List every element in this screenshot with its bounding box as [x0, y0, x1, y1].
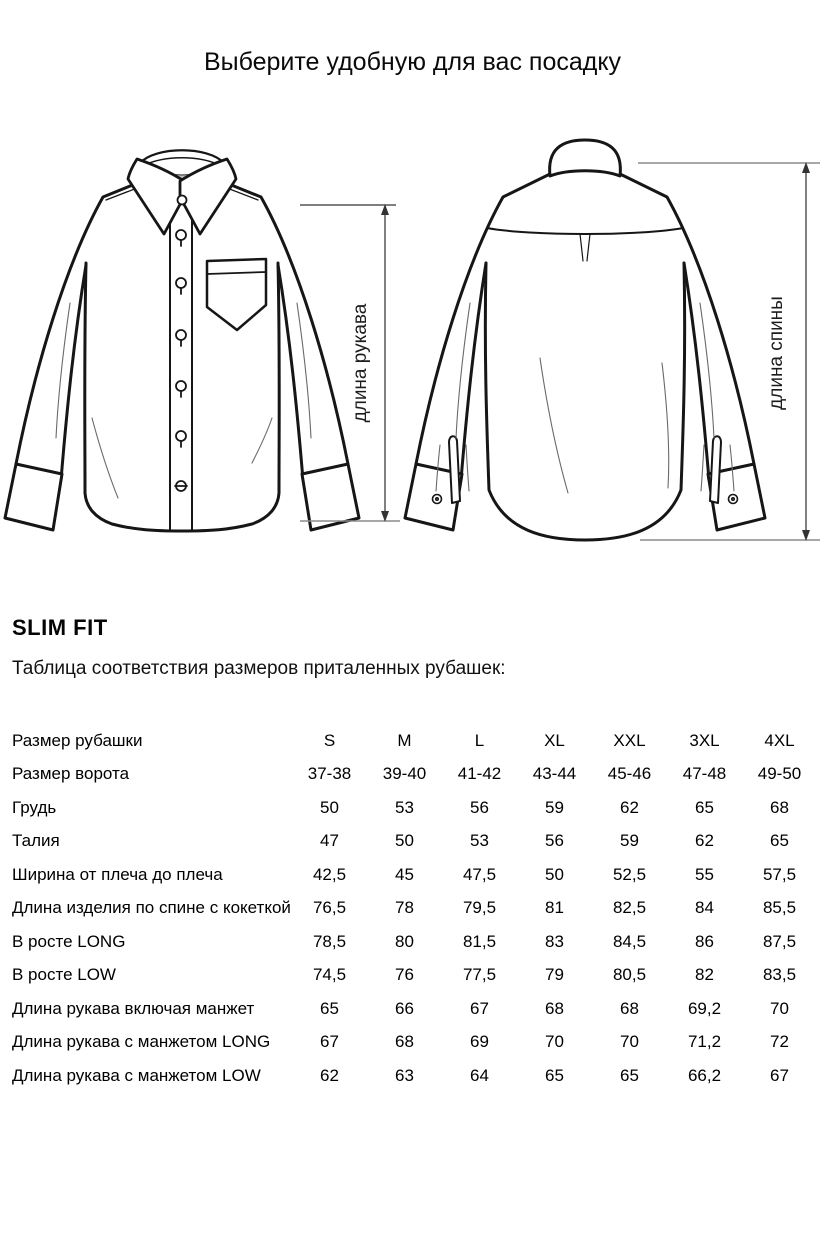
table-row: [12, 1026, 817, 1060]
size-value: 69,2: [687, 998, 722, 1018]
size-value: 78: [395, 898, 414, 918]
size-value: 62: [620, 797, 639, 817]
back-length-label: длина спины: [766, 296, 787, 410]
shirt-size-diagram: [0, 133, 825, 563]
table-row: [12, 892, 817, 926]
size-value: 47: [320, 831, 339, 851]
size-value: M: [397, 730, 412, 750]
table-row: [12, 925, 817, 959]
size-value: 79: [545, 965, 564, 985]
fit-heading: SLIM FIT: [12, 615, 108, 640]
size-value: 50: [320, 797, 339, 817]
size-value: 64: [470, 1065, 489, 1085]
back-yoke-seam: [487, 228, 683, 234]
size-value: 62: [320, 1065, 339, 1085]
size-value: 83: [545, 931, 564, 951]
size-table: [12, 724, 817, 1093]
size-value: 50: [545, 864, 564, 884]
size-value: 83,5: [762, 965, 797, 985]
size-value: 67: [320, 1032, 339, 1052]
size-value: 74,5: [312, 965, 347, 985]
front-right-sleeve: [214, 178, 348, 464]
sleeve-length-label: длина рукава: [350, 303, 371, 423]
page-title: Выберите удобную для вас посадку: [203, 48, 622, 76]
size-value: 52,5: [612, 864, 647, 884]
size-value: 70: [770, 998, 789, 1018]
size-value: 63: [395, 1065, 414, 1085]
size-value: 70: [620, 1032, 639, 1052]
size-value: 71,2: [687, 1032, 722, 1052]
size-value: 66: [395, 998, 414, 1018]
table-row: [12, 858, 817, 892]
table-row: [12, 724, 817, 758]
size-value: 57,5: [762, 864, 797, 884]
size-value: 82: [695, 965, 714, 985]
size-value: 4XL: [764, 730, 795, 750]
size-value: 65: [620, 1065, 639, 1085]
size-value: 69: [470, 1032, 489, 1052]
size-value: L: [474, 730, 485, 750]
size-value: 67: [470, 998, 489, 1018]
row-label: Размер рубашки: [12, 730, 143, 750]
table-row: [12, 825, 817, 859]
size-value: 59: [620, 831, 639, 851]
size-value: 68: [545, 998, 564, 1018]
size-value: 56: [470, 797, 489, 817]
table-row: [12, 1059, 817, 1093]
size-value: 41-42: [457, 764, 502, 784]
size-value: 80: [395, 931, 414, 951]
size-value: 47-48: [682, 764, 727, 784]
front-buttons: [175, 230, 187, 491]
size-value: 53: [395, 797, 414, 817]
back-shirt-illustration: [405, 140, 765, 540]
size-value: 67: [770, 1065, 789, 1085]
size-value: 50: [395, 831, 414, 851]
table-row: [12, 959, 817, 993]
size-value: 68: [395, 1032, 414, 1052]
size-value: 85,5: [762, 898, 797, 918]
size-value: XL: [544, 730, 565, 750]
size-value: 66,2: [687, 1065, 722, 1085]
size-value: 65: [695, 797, 714, 817]
size-value: 70: [545, 1032, 564, 1052]
size-value: 87,5: [762, 931, 797, 951]
row-label: В росте LOW: [12, 965, 116, 985]
row-label: Длина изделия по спине с кокеткой: [12, 898, 291, 918]
size-value: S: [323, 730, 336, 750]
size-value: 45: [395, 864, 414, 884]
size-value: 84,5: [612, 931, 647, 951]
row-label: Грудь: [12, 797, 57, 817]
size-value: 53: [470, 831, 489, 851]
size-value: 72: [770, 1032, 789, 1052]
size-value: 56: [545, 831, 564, 851]
size-value: 65: [770, 831, 789, 851]
size-value: 68: [620, 998, 639, 1018]
size-value: 55: [695, 864, 714, 884]
size-value: 86: [695, 931, 714, 951]
row-label: Размер ворота: [12, 764, 130, 784]
size-value: 62: [695, 831, 714, 851]
size-value: 78,5: [312, 931, 347, 951]
front-collar: [128, 150, 236, 234]
size-value: 76,5: [312, 898, 347, 918]
front-left-sleeve: [16, 178, 150, 464]
size-value: 80,5: [612, 965, 647, 985]
size-value: 43-44: [532, 764, 577, 784]
shirt-diagram-svg: [0, 133, 825, 563]
fit-subtitle: Таблица соответствия размеров приталенных рубашек:: [12, 658, 506, 679]
table-row: [12, 791, 817, 825]
size-value: 77,5: [462, 965, 497, 985]
row-label: Ширина от плеча до плеча: [12, 864, 223, 884]
size-value: 81: [545, 898, 564, 918]
table-row: [12, 758, 817, 792]
size-value: 65: [320, 998, 339, 1018]
size-value: 59: [545, 797, 564, 817]
size-value: 79,5: [462, 898, 497, 918]
size-value: 65: [545, 1065, 564, 1085]
back-collar: [550, 140, 621, 176]
row-label: Длина рукава с манжетом LONG: [12, 1032, 271, 1052]
size-value: 47,5: [462, 864, 497, 884]
size-value: 76: [395, 965, 414, 985]
size-value: 49-50: [757, 764, 802, 784]
row-label: Талия: [12, 831, 60, 851]
front-right-cuff: [302, 464, 359, 530]
size-value: XXL: [613, 730, 646, 750]
front-left-cuff: [5, 464, 62, 530]
size-value: 39-40: [382, 764, 427, 784]
front-shirt-illustration: [5, 150, 359, 531]
size-value: 84: [695, 898, 714, 918]
size-value: 3XL: [689, 730, 720, 750]
size-value: 37-38: [307, 764, 352, 784]
size-value: 82,5: [612, 898, 647, 918]
row-label: Длина рукава с манжетом LOW: [12, 1065, 261, 1085]
size-value: 81,5: [462, 931, 497, 951]
size-value: 45-46: [607, 764, 652, 784]
size-value: 42,5: [312, 864, 347, 884]
table-row: [12, 992, 817, 1026]
row-label: В росте LONG: [12, 931, 126, 951]
chest-pocket: [207, 259, 266, 330]
size-value: 68: [770, 797, 789, 817]
back-torso-outline: [485, 263, 684, 540]
row-label: Длина рукава включая манжет: [12, 998, 255, 1018]
